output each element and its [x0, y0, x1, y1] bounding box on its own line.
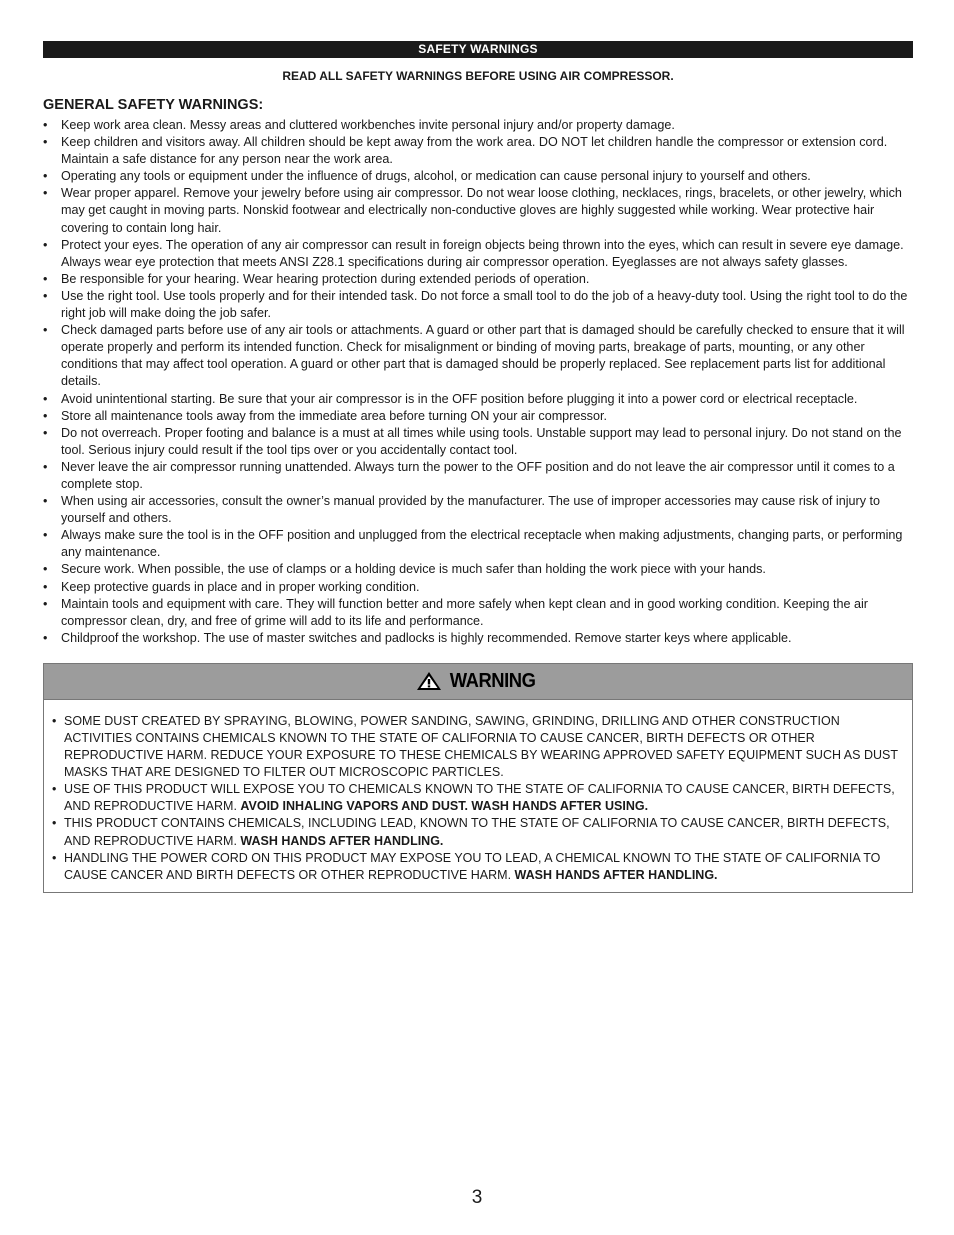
warning-header — [44, 664, 912, 700]
bullet-icon: • — [43, 528, 48, 543]
bullet-icon: • — [43, 135, 48, 150]
list-item: • Use the right tool. Use tools properly and for their intended task. Do not force a small tool to do the job of a heavy-duty tool. Using the right tool to do the right job will make doing the job safer. — [43, 288, 908, 321]
bullet-icon: • — [52, 850, 57, 865]
list-item: • Keep work area clean. Messy areas and cluttered workbenches invite personal injury and/or property damage. — [43, 117, 913, 134]
bullet-icon: • — [43, 118, 48, 132]
list-item: • Store all maintenance tools away from the immediate area before turning ON your air compressor. — [43, 408, 913, 425]
bullet-icon: • — [43, 596, 48, 611]
bullet-icon: • — [52, 816, 57, 831]
bullet-icon: • — [43, 186, 48, 201]
list-item: • Check damaged parts before use of any air tools or attachments. A guard or other part that is damaged should be carefully checked to ensure that it will operate properly and perform its intended function. Check for misalignment or binding of moving parts, breakage of parts, mounting, or any other conditions that may affect tool operation. A guard or other part that is damaged should be properly replaced. See replacement parts list for additional details. — [43, 323, 905, 389]
list-item: • Protect your eyes. The operation of any air compressor can result in foreign objects being thrown into the eyes, which can result in severe eye damage. Always wear eye protection that meets ANSI Z28.1 specifications during air compressor operation. Eyeglasses are not always safety glasses. — [43, 237, 904, 269]
list-item: • HANDLING THE POWER CORD ON THIS PRODUCT MAY EXPOSE YOU TO LEAD, A CHEMICAL KNOWN TO THE STATE OF CALIFORNIA TO CAUSE CANCER AND BIRTH DEFECTS OR OTHER REPRODUCTIVE HARM. WASH HANDS AFTER HANDLING. — [52, 850, 881, 882]
list-item: • Keep protective guards in place and in proper working condition. — [43, 579, 913, 596]
warning-box — [43, 663, 913, 893]
bullet-icon: • — [52, 782, 57, 797]
list-item: • Keep children and visitors away. All children should be kept away from the work area. DO NOT let children handle the compressor or extension cord. Maintain a safe distance for any person near the work area. — [43, 135, 888, 167]
list-item: • Childproof the workshop. The use of master switches and padlocks is highly recommended. Remove starter keys where applicable. — [43, 630, 913, 647]
bullet-icon: • — [43, 169, 48, 184]
general-safety-list — [43, 117, 913, 647]
bullet-icon: • — [43, 459, 48, 474]
list-item: • Be responsible for your hearing. Wear hearing protection during extended periods of operation. — [43, 271, 913, 288]
list-item: • Avoid unintentional starting. Be sure that your air compressor is in the OFF position before plugging it into a power cord or electrical receptacle. — [43, 391, 913, 408]
bullet-icon: • — [52, 713, 57, 728]
bullet-icon: • — [43, 408, 48, 423]
list-item: • Maintain tools and equipment with care. They will function better and more safely when kept clean and in good working condition. Keeping the air compressor clean, dry, and free of grime will add to its life and performance. — [43, 596, 868, 628]
list-item: • SOME DUST CREATED BY SPRAYING, BLOWING, POWER SANDING, SAWING, GRINDING, DRILLING AND OTHER CONSTRUCTION ACTIVITIES CONTAINS CHEMICALS KNOWN TO THE STATE OF CALIFORNIA TO CAUSE CANCER, BIRTH DEFECTS OR OTHER REPRODUCTIVE HARM. REDUCE YOUR EXPOSURE TO THESE CHEMICALS BY WEARING APPROVED SAFETY EQUIPMENT SUCH AS DUST MASKS THAT ARE DESIGNED TO FILTER OUT MICROSCOPIC PARTICLES. — [52, 713, 898, 780]
general-safety-title: GENERAL SAFETY WARNINGS: — [43, 97, 264, 113]
bullet-icon: • — [43, 494, 48, 509]
page-number: 3 — [471, 1187, 483, 1208]
list-item: • Never leave the air compressor running unattended. Always turn the power to the OFF position and do not leave the air compressor until it comes to a complete stop. — [43, 459, 895, 491]
list-item: • When using air accessories, consult the owner’s manual provided by the manufacturer. The use of improper accessories may cause risk of injury to yourself and others. — [43, 494, 880, 526]
read-warnings-notice: READ ALL SAFETY WARNINGS BEFORE USING AIR COMPRESSOR. — [282, 69, 674, 83]
section-header-bar: SAFETY WARNINGS — [43, 41, 913, 58]
bullet-icon: • — [43, 630, 48, 645]
bullet-icon: • — [43, 288, 48, 303]
list-item: • Secure work. When possible, the use of clamps or a holding device is much safer than holding the work piece with your hands. — [43, 561, 913, 578]
bullet-icon: • — [43, 391, 48, 406]
warning-title: WARNING — [450, 669, 536, 692]
bullet-icon: • — [43, 425, 48, 440]
list-item: • Wear proper apparel. Remove your jewelry before using air compressor. Do not wear loose clothing, necklaces, rings, bracelets, or other jewelry, which may get caught in moving parts. Nonskid footwear and electrically non-conductive gloves are highly suggested while working. Wear protective hair covering to contain long hair. — [43, 186, 902, 235]
bullet-icon: • — [43, 271, 48, 286]
list-item: • USE OF THIS PRODUCT WILL EXPOSE YOU TO CHEMICALS KNOWN TO THE STATE OF CALIFORNIA TO CAUSE CANCER, BIRTH DEFECTS, AND REPRODUCTIVE HARM. AVOID INHALING VAPORS AND DUST. WASH HANDS AFTER USING. — [52, 782, 895, 814]
bullet-icon: • — [43, 579, 48, 594]
list-item: • Operating any tools or equipment under the influence of drugs, alcohol, or medication can cause personal injury to yourself and others. — [43, 168, 913, 185]
manual-page — [43, 41, 913, 893]
bullet-icon: • — [43, 323, 48, 338]
list-item: • Do not overreach. Proper footing and balance is a must at all times while using tools. Unstable support may lead to personal injury. Do not stand on the tool. Serious injury could result if the tool tips over or you accidentally contact tool. — [43, 425, 902, 457]
list-item: • Always make sure the tool is in the OFF position and unplugged from the electrical receptacle when making adjustments, changing parts, or performing any maintenance. — [43, 528, 903, 560]
list-item: • THIS PRODUCT CONTAINS CHEMICALS, INCLUDING LEAD, KNOWN TO THE STATE OF CALIFORNIA TO CAUSE CANCER, BIRTH DEFECTS, AND REPRODUCTIVE HARM. WASH HANDS AFTER HANDLING. — [52, 816, 890, 848]
warning-list — [44, 700, 912, 892]
bullet-icon: • — [43, 237, 48, 252]
bullet-icon: • — [43, 562, 48, 577]
warning-triangle-icon — [416, 671, 442, 691]
